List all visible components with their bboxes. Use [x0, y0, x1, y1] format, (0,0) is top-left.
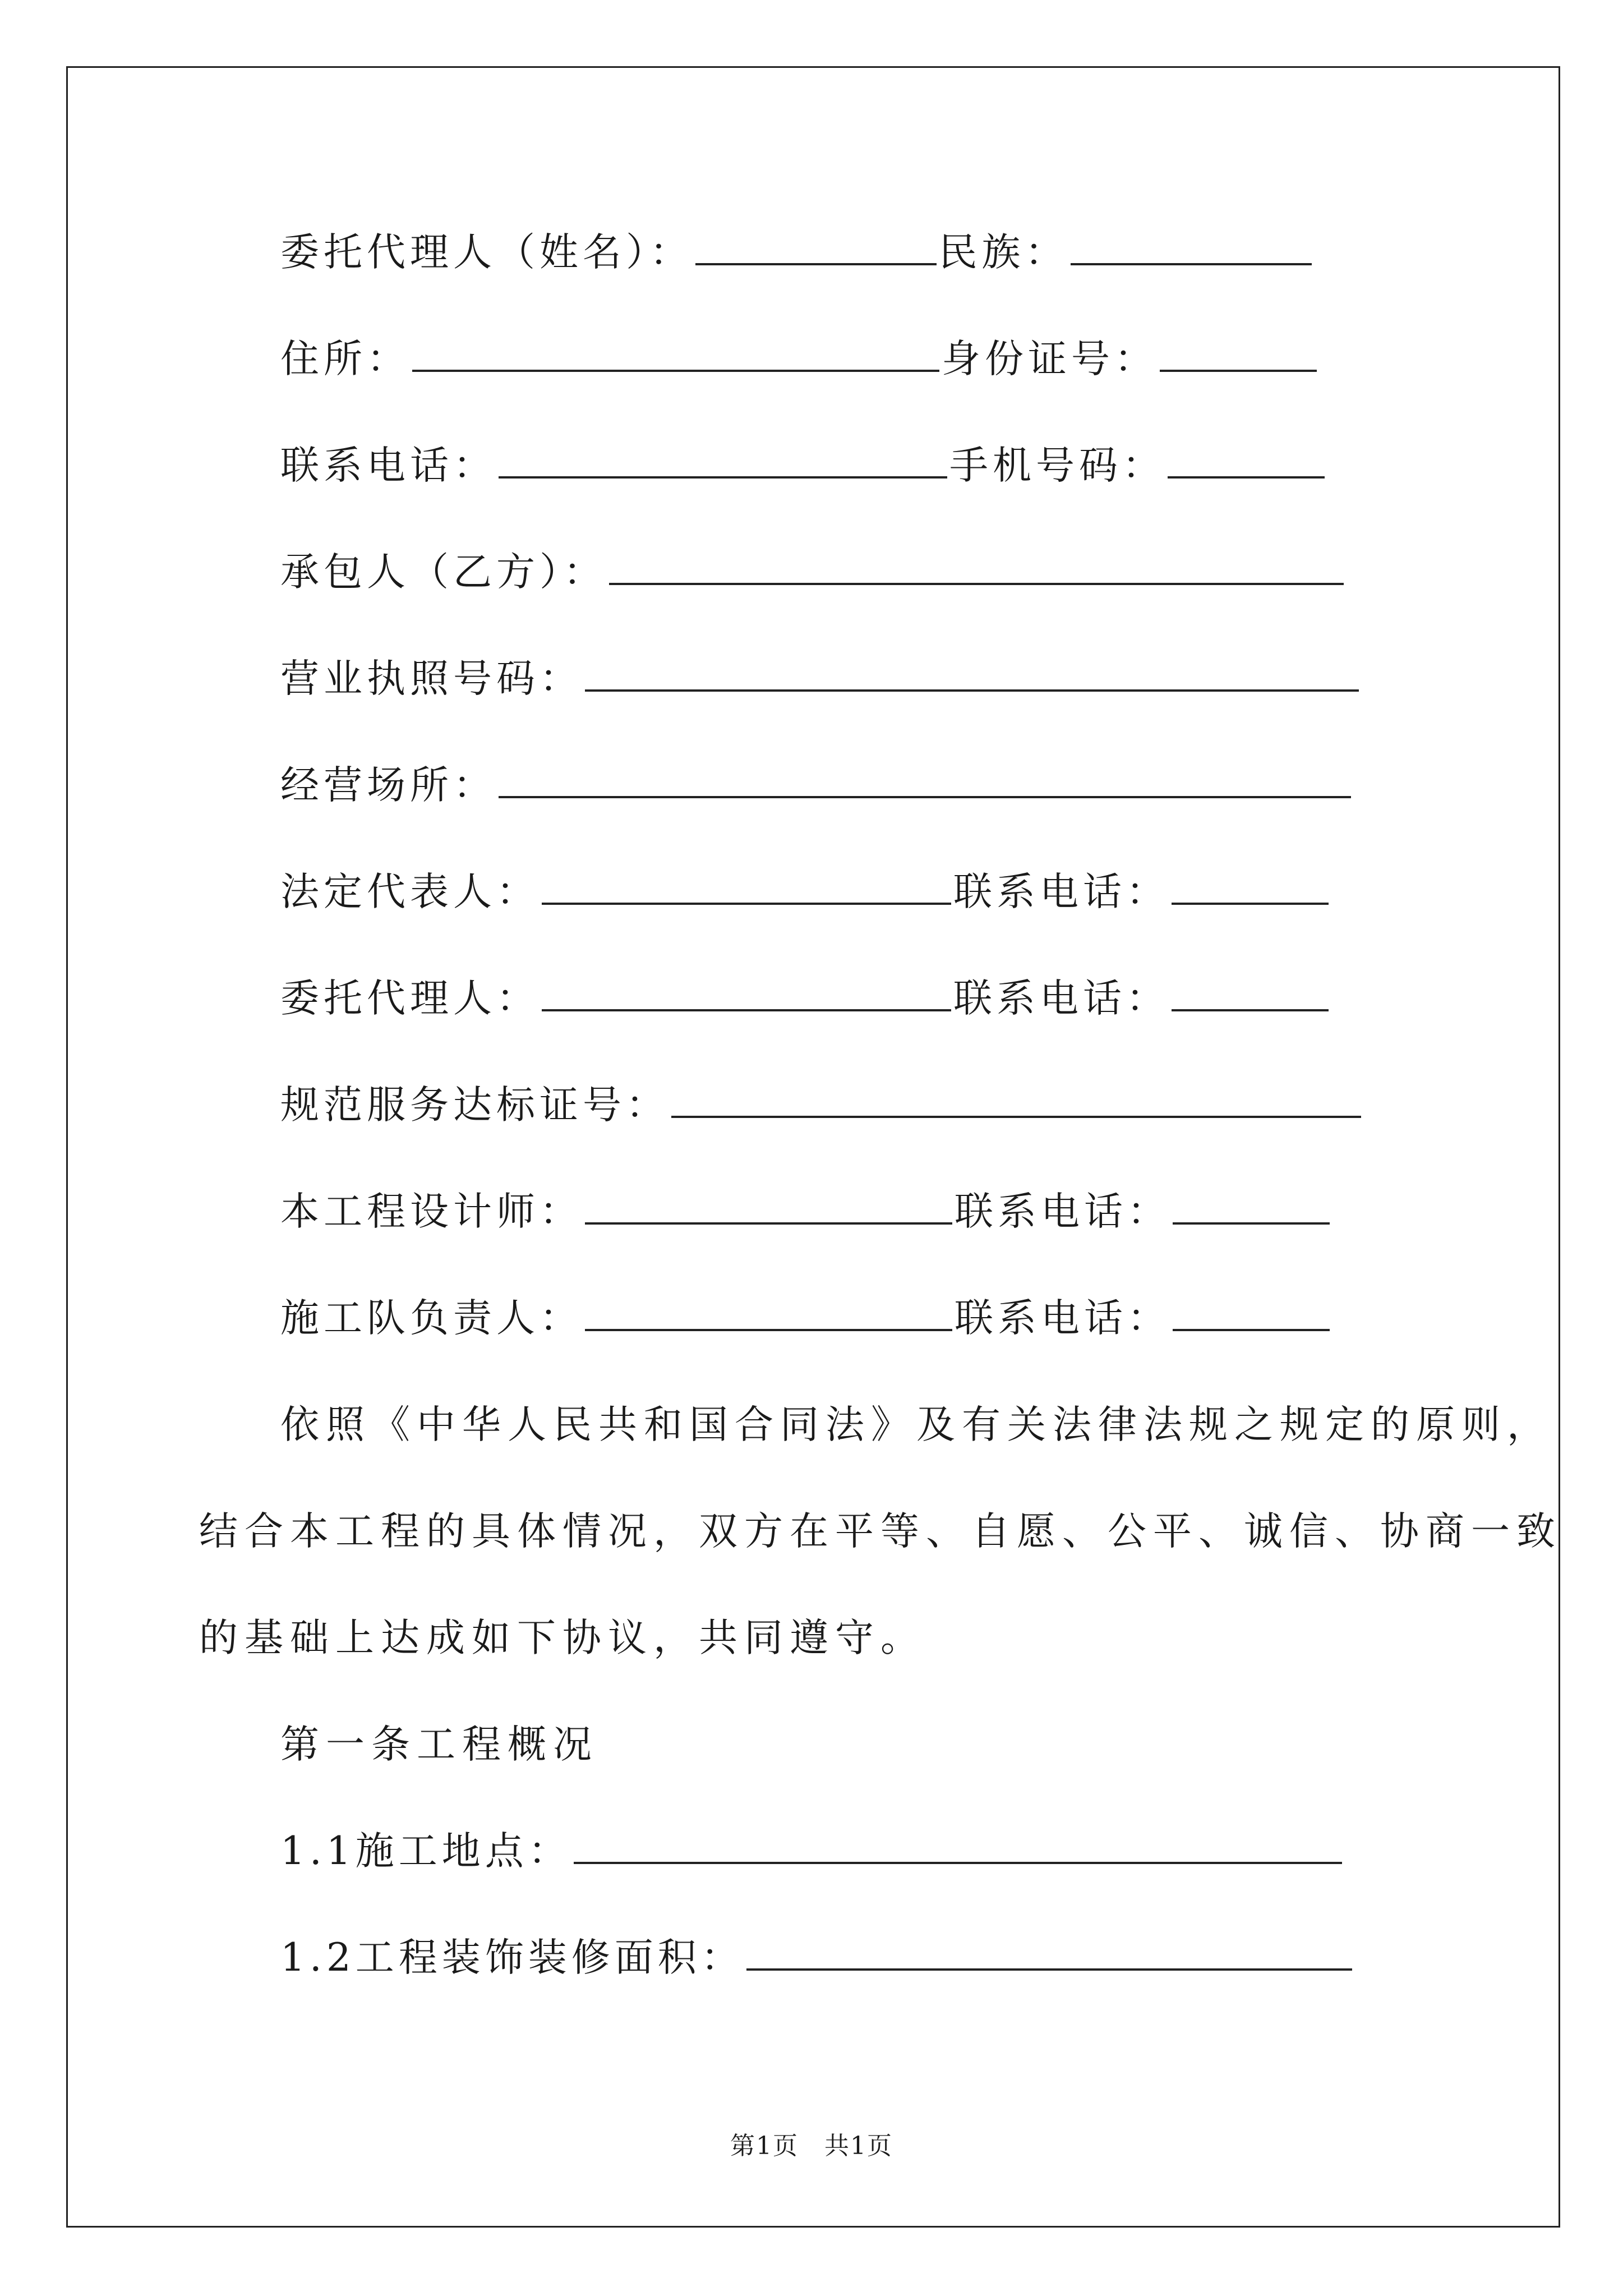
page-footer: 第1页 共1页	[730, 2132, 893, 2160]
field-row-address	[280, 332, 1319, 386]
field-row-agent-name	[280, 226, 1314, 279]
field-label-legal-rep-phone: 联系电话：	[953, 869, 1169, 914]
field-label-id-number: 身份证号：	[942, 337, 1158, 381]
field-label-mobile: 手机号码：	[949, 443, 1165, 488]
section-title: 第一条工程概况	[280, 1722, 598, 1767]
contractor-input[interactable]	[609, 548, 1344, 585]
designer-phone-input[interactable]	[1173, 1188, 1330, 1225]
item-row-site	[280, 1824, 1344, 1878]
agent-input[interactable]	[542, 974, 951, 1011]
ethnicity-input[interactable]	[1071, 228, 1312, 265]
field-label-designer-phone: 联系电话：	[955, 1189, 1170, 1234]
field-label-service-cert: 规范服务达标证号：	[280, 1083, 669, 1128]
field-row-service-cert	[280, 1078, 1363, 1132]
field-row-agent	[280, 972, 1331, 1025]
field-label-agent-name: 委托代理人（姓名）：	[280, 230, 693, 275]
field-label-agent: 委托代理人：	[280, 976, 540, 1021]
address-input[interactable]	[412, 335, 939, 372]
field-row-team-lead	[280, 1291, 1332, 1345]
field-row-license	[280, 652, 1361, 706]
team-lead-phone-input[interactable]	[1173, 1294, 1330, 1331]
paragraph-line-1: 依照《中华人民共和国合同法》及有关法律法规之规定的原则，	[280, 1402, 1552, 1447]
business-place-input[interactable]	[499, 761, 1351, 798]
field-label-contractor: 承包人（乙方）：	[280, 550, 607, 595]
item-label-area: 1.2工程装饰装修面积：	[280, 1935, 744, 1980]
field-label-team-lead: 施工队负责人：	[280, 1296, 583, 1341]
paragraph-line-3: 的基础上达成如下协议，共同遵守。	[199, 1616, 926, 1660]
license-input[interactable]	[585, 655, 1359, 692]
agent-phone-input[interactable]	[1172, 974, 1329, 1011]
field-label-address: 住所：	[280, 337, 410, 381]
legal-rep-input[interactable]	[542, 868, 951, 905]
field-label-ethnicity: 民族：	[938, 230, 1068, 275]
legal-rep-phone-input[interactable]	[1172, 868, 1329, 905]
field-row-legal-rep	[280, 865, 1331, 919]
designer-input[interactable]	[585, 1188, 952, 1225]
agent-name-input[interactable]	[695, 228, 937, 265]
field-label-designer: 本工程设计师：	[280, 1189, 583, 1234]
id-number-input[interactable]	[1160, 335, 1317, 372]
area-input[interactable]	[746, 1934, 1352, 1971]
field-row-designer	[280, 1185, 1332, 1239]
mobile-input[interactable]	[1168, 441, 1325, 478]
field-label-legal-rep: 法定代表人：	[280, 869, 540, 914]
field-label-phone: 联系电话：	[280, 443, 496, 488]
item-row-area	[280, 1931, 1354, 1985]
field-row-phone	[280, 439, 1327, 493]
paragraph-line-2: 结合本工程的具体情况，双方在平等、自愿、公平、诚信、协商一致	[199, 1509, 1562, 1554]
field-label-business-place: 经营场所：	[280, 763, 496, 808]
item-label-site: 1.1施工地点：	[280, 1829, 571, 1874]
field-label-team-lead-phone: 联系电话：	[955, 1296, 1170, 1341]
site-input[interactable]	[574, 1827, 1342, 1864]
field-row-contractor	[280, 545, 1346, 599]
team-lead-input[interactable]	[585, 1294, 952, 1331]
field-label-agent-phone: 联系电话：	[953, 976, 1169, 1021]
field-label-license: 营业执照号码：	[280, 656, 583, 701]
service-cert-input[interactable]	[671, 1081, 1361, 1118]
field-row-business-place	[280, 758, 1353, 812]
page-border	[66, 66, 1560, 2228]
phone-input[interactable]	[499, 441, 947, 478]
